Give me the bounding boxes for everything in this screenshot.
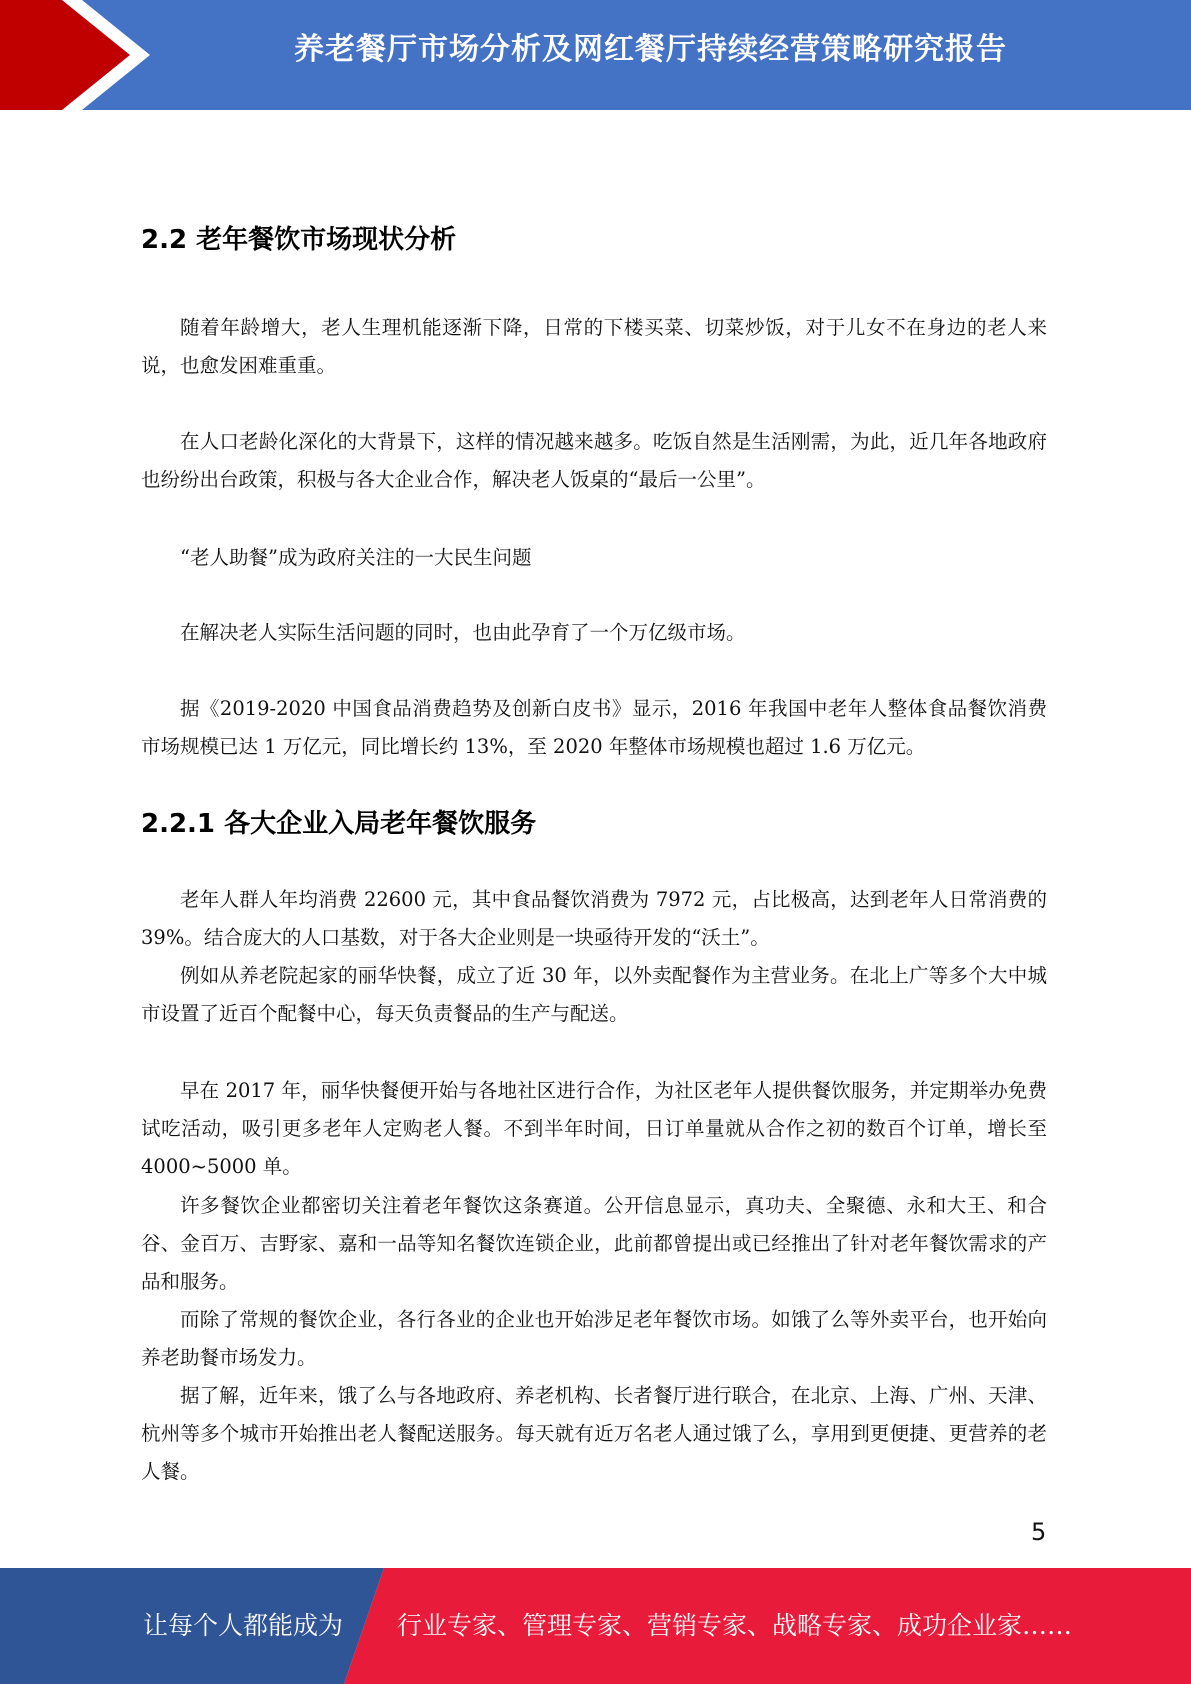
paragraph: 许多餐饮企业都密切关注着老年餐饮这条赛道。公开信息显示，真功夫、全聚德、永和大王、和合谷、金百万、吉野家、嘉和一品等知名餐饮连锁企业，此前都曾提出或已经推出了针对老年餐饮需求的产品和服务。 bbox=[141, 1194, 1047, 1293]
subsection-heading: 2.2.1 各大企业入局老年餐饮服务 bbox=[141, 809, 537, 839]
paragraph: 在人口老龄化深化的大背景下，这样的情况越来越多。吃饭自然是生活刚需，为此，近几年各地政府也纷纷出台政策，积极与各大企业合作，解决老人饭桌的“最后一公里”。 bbox=[141, 430, 1047, 491]
paragraph: 据《2019-2020 中国食品消费趋势及创新白皮书》显示，2016 年我国中老年人整体食品餐饮消费市场规模已达 1 万亿元，同比增长约 13%，至 2020 年整体市场规模也超过 1.6 万亿元。 bbox=[141, 697, 1047, 758]
page-footer bbox=[0, 1568, 1191, 1684]
paragraph: “老人助餐”成为政府关注的一大民生问题 bbox=[180, 546, 532, 569]
paragraph: 在解决老人实际生活问题的同时，也由此孕育了一个万亿级市场。 bbox=[180, 621, 746, 644]
section-heading: 2.2 老年餐饮市场现状分析 bbox=[141, 225, 457, 255]
paragraph: 而除了常规的餐饮企业，各行各业的企业也开始涉足老年餐饮市场。如饿了么等外卖平台，也开始向养老助餐市场发力。 bbox=[141, 1308, 1047, 1369]
paragraph: 例如从养老院起家的丽华快餐，成立了近 30 年，以外卖配餐作为主营业务。在北上广等多个大中城市设置了近百个配餐中心，每天负责餐品的生产与配送。 bbox=[141, 964, 1047, 1025]
footer-slogan-left: 让每个人都能成为 bbox=[143, 1611, 344, 1640]
paragraph: 随着年龄增大，老人生理机能逐渐下降，日常的下楼买菜、切菜炒饭，对于儿女不在身边的老人来说，也愈发困难重重。 bbox=[141, 316, 1047, 377]
paragraph: 老年人群人年均消费 22600 元，其中食品餐饮消费为 7972 元，占比极高，达到老年人日常消费的 39%。结合庞大的人口基数，对于各大企业则是一块亟待开发的“沃土”。 bbox=[141, 888, 1047, 949]
page-header bbox=[0, 0, 1191, 110]
paragraph: 据了解，近年来，饿了么与各地政府、养老机构、长者餐厅进行联合，在北京、上海、广州、天津、杭州等多个城市开始推出老人餐配送服务。每天就有近万名老人通过饿了么，享用到更便捷、更营养的老人餐。 bbox=[141, 1384, 1047, 1483]
report-title: 养老餐厅市场分析及网红餐厅持续经营策略研究报告 bbox=[294, 32, 1007, 67]
footer-slogan-right: 行业专家、管理专家、营销专家、战略专家、成功企业家…… bbox=[397, 1611, 1073, 1640]
page-number: 5 bbox=[1031, 1518, 1047, 1546]
paragraph: 早在 2017 年，丽华快餐便开始与各地社区进行合作，为社区老年人提供餐饮服务，并定期举办免费试吃活动，吸引更多老年人定购老人餐。不到半年时间，日订单量就从合作之初的数百个订单，增长至 4000~5000 单。 bbox=[141, 1079, 1047, 1178]
header-chevron-decoration bbox=[0, 0, 160, 110]
